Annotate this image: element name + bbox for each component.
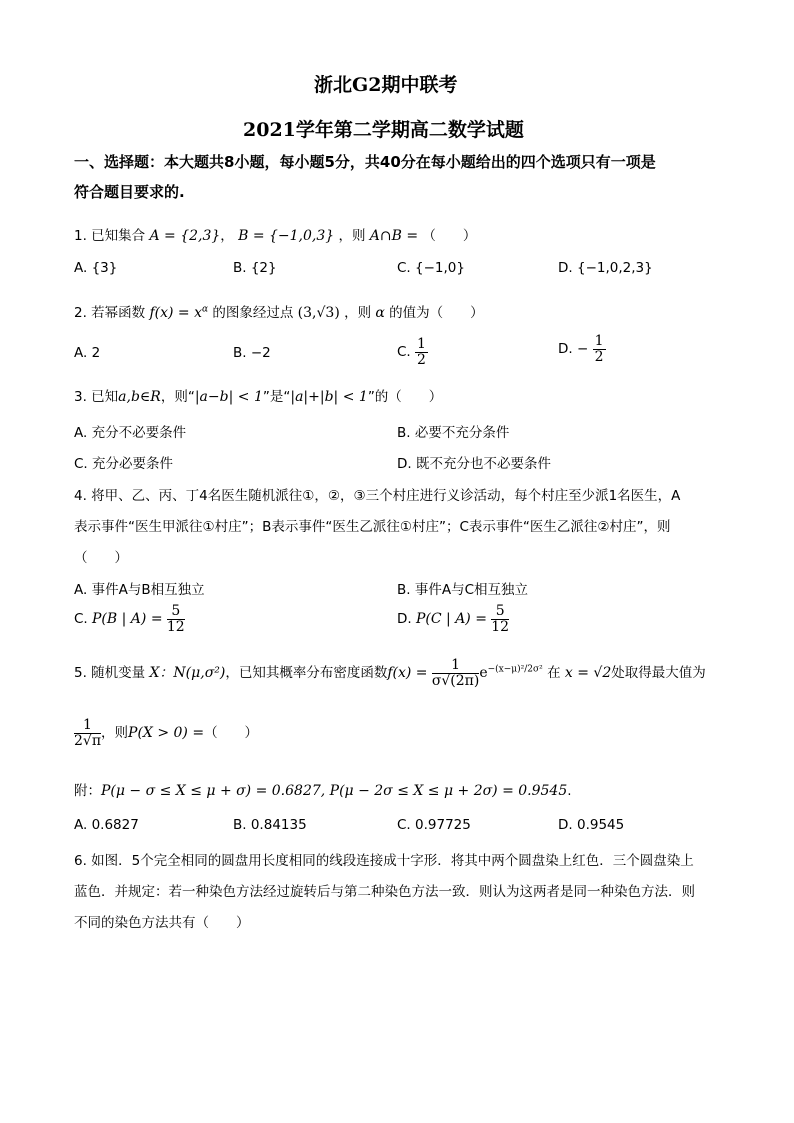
q1-option-d: D. {−1,0,2,3}: [558, 260, 653, 276]
q1-option-b: B. {2}: [233, 260, 277, 276]
question-6-line2: 蓝色．并规定：若一种染色方法经过旋转后与第二种染色方法一致．则认为这两者是同一种染色方法．则: [74, 884, 695, 900]
q5-note: [74, 779, 572, 799]
q1-set-a: A = {2,3}: [149, 228, 221, 244]
q5-option-c: C. 0.97725: [397, 817, 471, 833]
q2-alpha: α: [375, 305, 385, 321]
question-4-line3: （ ）: [74, 550, 128, 566]
q3-stem-c: ”是“: [262, 389, 291, 405]
q2-point: (3,√3): [297, 305, 340, 321]
question-1: 1. 已知集合 A = {2,3}， B = {−1,0,3} ，则 A∩B = （ ）: [74, 228, 477, 244]
q5-option-b: B. 0.84135: [233, 817, 307, 833]
q4-option-d: [397, 604, 509, 634]
question-6-line1: 6. 如图．5个完全相同的圆盘用长度相同的线段连接成十字形．将其中两个圆盘染上红色．三个圆盘染上: [74, 853, 694, 869]
q2-option-c: [397, 337, 428, 367]
question-6-line3: 不同的染色方法共有（ ）: [74, 915, 250, 931]
q5-note-label: 附：: [74, 783, 101, 799]
question-4-line1: 4. 将甲、乙、丙、丁4名医生随机派往①，②，③三个村庄进行义诊活动，每个村庄至少派1名医生，A: [74, 488, 681, 504]
q3-expr1: |a−b| < 1: [194, 389, 263, 405]
q2-c-num: 1: [417, 336, 426, 352]
q5-max-den: 2√π: [74, 732, 102, 749]
q2-func: f(x) = x: [149, 305, 202, 321]
q2-stem-d: 的值为（ ）: [389, 305, 484, 321]
q1-option-a: A. {3}: [74, 260, 118, 276]
q2-stem-c: ，则: [344, 305, 372, 321]
q2-option-d-label: D. −: [558, 341, 589, 358]
q4-option-c-label: C.: [74, 611, 88, 628]
q4-option-c-frac: [167, 604, 185, 634]
q5-note-formula: P(μ − σ ≤ X ≤ μ + σ) = 0.6827, P(μ − 2σ ≤ X ≤ μ + 2σ) = 0.9545: [101, 783, 568, 799]
q2-exp: α: [202, 304, 209, 315]
q3-option-c: C. 充分必要条件: [74, 456, 174, 472]
q5-stem-c: 在: [547, 665, 561, 682]
q5-var: X：N(μ,σ²): [149, 665, 226, 682]
section-heading: 一、选择题：本大题共8小题，每小题5分，共40分在每小题给出的四个选项只有一项是: [74, 153, 656, 171]
q2-d-den: 2: [594, 348, 604, 365]
q2-stem: 2. 若幂函数: [74, 305, 146, 321]
q5-option-d: D. 0.9545: [558, 817, 625, 833]
q5-stem-b: ，已知其概率分布密度函数: [225, 665, 388, 682]
q2-d-num: 1: [594, 333, 604, 349]
q4-d-den: 12: [491, 618, 510, 635]
q5-ask: P(X > 0) =: [128, 725, 205, 742]
q3-stem-d: ”的（ ）: [367, 389, 443, 405]
exam-title: 浙北G2期中联考: [314, 74, 458, 96]
q2-option-b: B. −2: [233, 345, 271, 361]
q5-max-num: 1: [74, 718, 101, 734]
question-4-line2: 表示事件“医生甲派往①村庄”；B表示事件“医生乙派往①村庄”；C表示事件“医生乙派往②村庄”，则: [74, 519, 671, 535]
q4-c-num: 5: [167, 604, 185, 620]
q1-expr: A∩B =: [369, 228, 419, 244]
q3-expr2: |a|+|b| < 1: [290, 389, 368, 405]
q5-density-num: 1: [432, 658, 480, 674]
q4-option-d-expr: P(C | A) =: [415, 611, 487, 628]
section-heading-cont: 符合题目要求的.: [74, 183, 185, 201]
q5-paren: （ ）: [204, 725, 259, 742]
q5-exp: −(x−μ)²/2σ²: [487, 664, 543, 675]
q2-option-c-label: C.: [397, 344, 411, 361]
q4-option-c-expr: P(B | A) =: [92, 611, 163, 628]
exam-subtitle: 2021学年第二学期高二数学试题: [243, 119, 524, 141]
q1-stem-b: ，则: [338, 228, 366, 244]
question-5: [74, 658, 706, 688]
q2-c-den: 2: [417, 351, 426, 368]
q5-option-a: A. 0.6827: [74, 817, 139, 833]
q2-option-a: A. 2: [74, 345, 101, 361]
q3-cond: a,b∈R: [118, 389, 161, 405]
q5-stem-d: 处取得最大值为: [611, 665, 706, 682]
q5-density-frac: [432, 658, 480, 688]
q4-d-num: 5: [491, 604, 509, 620]
q3-stem: 3. 已知: [74, 389, 119, 405]
q5-note-end: .: [567, 783, 572, 799]
q1-stem: 1. 已知集合: [74, 228, 146, 244]
q4-option-c: [74, 604, 185, 634]
q5-stem-e: ，则: [101, 725, 129, 742]
q3-option-d: D. 既不充分也不必要条件: [397, 456, 551, 472]
q1-option-c: C. {−1,0}: [397, 260, 465, 276]
q4-option-d-frac: [491, 604, 509, 634]
q4-option-b: B. 事件A与C相互独立: [397, 582, 529, 598]
q5-max-frac: [74, 718, 101, 748]
question-5-cont: [74, 718, 258, 748]
q3-option-b: B. 必要不充分条件: [397, 425, 510, 441]
q4-option-a: A. 事件A与B相互独立: [74, 582, 205, 598]
q4-c-den: 12: [166, 618, 185, 635]
q1-set-b: B = {−1,0,3}: [238, 228, 335, 244]
q2-option-c-frac: [415, 337, 428, 367]
q4-option-d-label: D.: [397, 611, 412, 628]
question-3: [74, 385, 442, 405]
q1-paren: （ ）: [422, 228, 477, 244]
q2-stem-b: 的图象经过点: [212, 305, 294, 321]
q5-e: e: [479, 665, 488, 682]
q5-fx: f(x) =: [387, 665, 428, 682]
q5-density-den: σ√(2π): [431, 672, 480, 689]
q5-stem: 5. 随机变量: [74, 665, 146, 682]
q2-option-d-frac: [593, 334, 606, 364]
q2-option-d: [558, 334, 606, 364]
q3-stem-b: ，则“: [160, 389, 195, 405]
q5-at: x = √2: [564, 665, 612, 682]
q3-option-a: A. 充分不必要条件: [74, 425, 187, 441]
question-2: [74, 301, 484, 321]
